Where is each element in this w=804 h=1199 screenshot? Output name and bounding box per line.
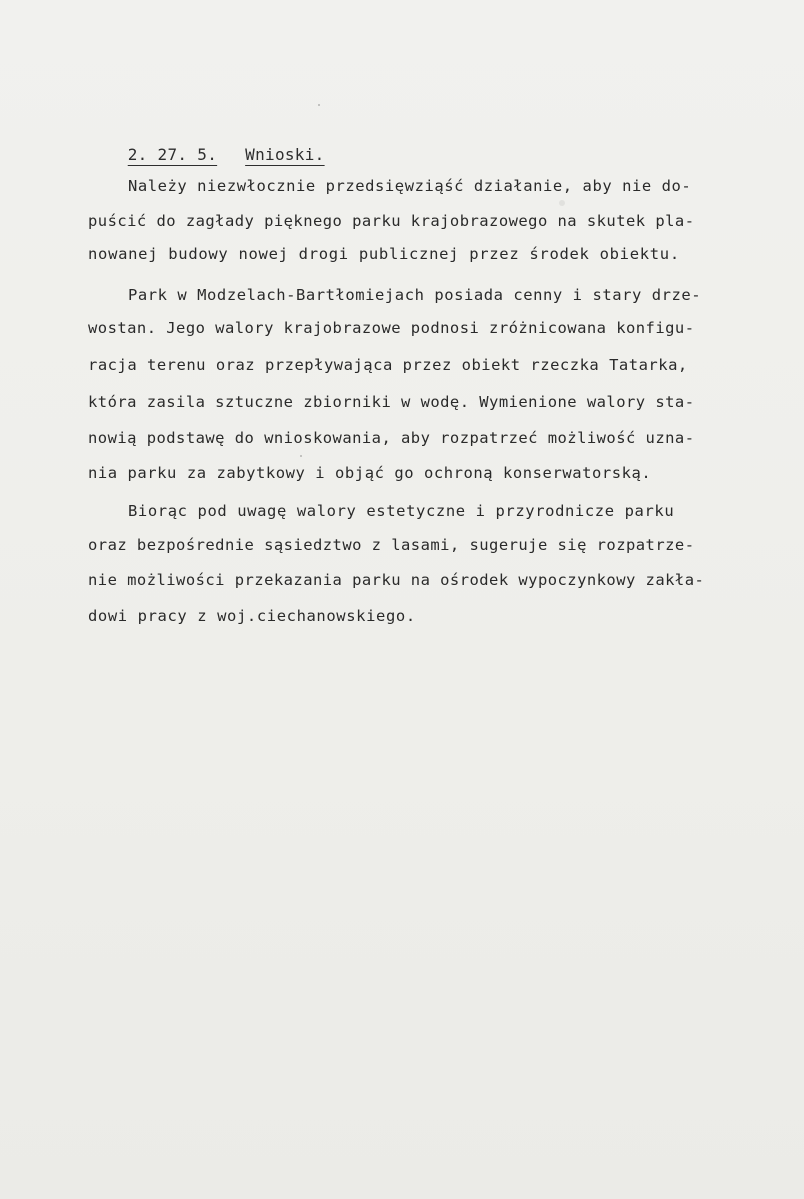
text-line: Biorąc pod uwagę walory estetyczne i przyrodnicze parku [128,502,675,520]
paper-speck [559,200,565,206]
text-line: nowią podstawę do wnioskowania, aby rozpatrzeć możliwość uzna- [88,429,695,447]
text-line: nia parku za zabytkowy i objąć go ochroną konserwatorską. [88,464,652,482]
text-line: która zasila sztuczne zbiorniki w wodę. Wymienione walory sta- [88,393,695,411]
text-line: Park w Modzelach-Bartłomiejach posiada cenny i stary drze- [128,286,702,304]
text-line: oraz bezpośrednie sąsiedztwo z lasami, sugeruje się rozpatrze- [88,536,695,554]
paper-speck [300,455,302,457]
text-line: dowi pracy z woj.ciechanowskiego. [88,607,416,625]
text-line: wostan. Jego walory krajobrazowe podnosi zróżnicowana konfigu- [88,319,695,337]
text-line: nie możliwości przekazania parku na ośrodek wypoczynkowy zakła- [88,571,705,589]
section-number: 2. 27. 5. [127,145,218,164]
text-line: racja terenu oraz przepływająca przez obiekt rzeczka Tatarka, [88,356,688,374]
paper-speck [318,104,320,106]
text-line: Należy niezwłocznie przedsięwziąść działanie, aby nie do- [128,177,692,195]
text-line: puścić do zagłady pięknego parku krajobrazowego na skutek pla- [88,212,695,230]
text-line: nowanej budowy nowej drogi publicznej przez środek obiektu. [88,245,680,263]
section-title: Wnioski. [245,145,325,164]
